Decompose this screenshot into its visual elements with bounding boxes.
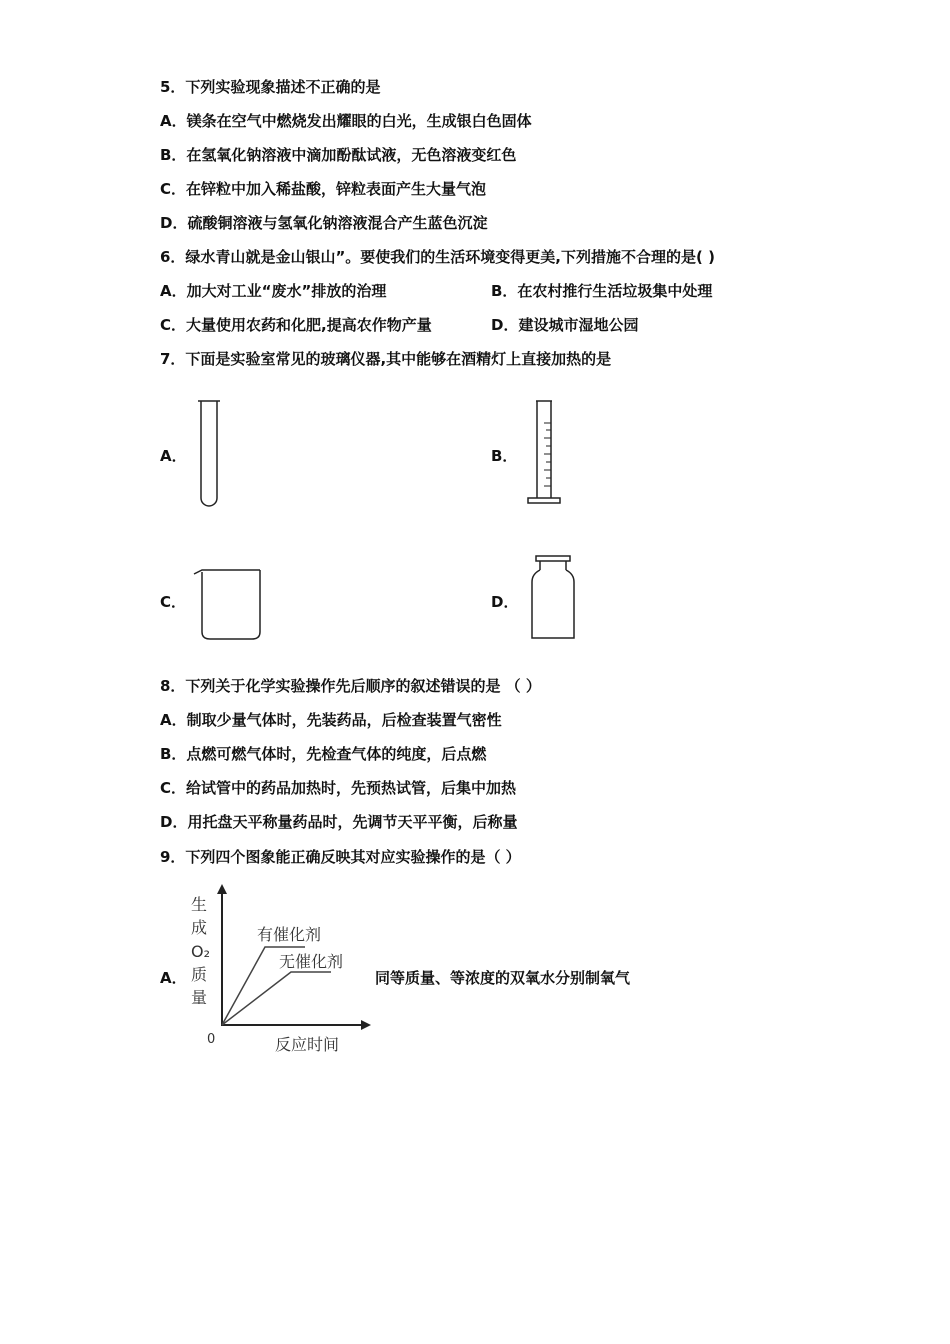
- q8-option-a: A．制取少量气体时，先装药品，后检查装置气密性: [160, 711, 502, 729]
- q5-option-a: A．镁条在空气中燃烧发出耀眼的白光，生成银白色固体: [160, 112, 532, 130]
- q6-option-a: A．加大对工业“废水”排放的治理: [160, 282, 387, 300]
- y-label-5: 量: [191, 988, 208, 1007]
- no-catalyst-label: 无催化剂: [279, 952, 344, 971]
- q8-stem: 8．下列关于化学实验操作先后顺序的叙述错误的是 （ ）: [160, 677, 541, 695]
- origin-label: 0: [207, 1032, 216, 1047]
- q5-option-b: B．在氢氧化钠溶液中滴加酚酞试液，无色溶液变红色: [160, 146, 517, 164]
- q6-option-b: B．在农村推行生活垃圾集中处理: [491, 282, 713, 300]
- q7-option-c: C．: [160, 593, 187, 611]
- q5-option-d: D．硫酸铜溶液与氢氧化钠溶液混合产生蓝色沉淀: [160, 214, 488, 232]
- q8-option-d: D．用托盘天平称量药品时，先调节天平平衡，后称量: [160, 813, 518, 831]
- catalyst-label: 有催化剂: [257, 925, 322, 944]
- q9-option-a-desc: 同等质量、等浓度的双氧水分别制氧气: [375, 969, 631, 987]
- q9-stem: 9．下列四个图象能正确反映其对应实验操作的是（ ）: [160, 848, 521, 866]
- reagent-bottle-icon: [526, 552, 580, 644]
- graduated-cylinder-icon: [524, 398, 564, 508]
- q5-option-c: C．在锌粒中加入稀盐酸，锌粒表面产生大量气泡: [160, 180, 487, 198]
- q8-option-c: C．给试管中的药品加热时，先预热试管，后集中加热: [160, 779, 517, 797]
- test-tube-icon: [195, 398, 223, 510]
- q6-option-d: D．建设城市湿地公园: [491, 316, 639, 334]
- y-label-3: O₂: [191, 942, 211, 961]
- q9-option-a-label: A．: [160, 969, 187, 987]
- y-label-1: 生: [191, 895, 208, 914]
- q7-option-a: A．: [160, 447, 187, 465]
- q6-stem: 6．绿水青山就是金山银山”。要使我们的生活环境变得更美,下列措施不合理的是( ): [160, 248, 715, 266]
- beaker-icon: [190, 566, 266, 644]
- x-label: 反应时间: [275, 1035, 340, 1054]
- q6-option-c: C．大量使用农药和化肥,提高农作物产量: [160, 316, 432, 334]
- q5-stem: 5．下列实验现象描述不正确的是: [160, 78, 381, 96]
- q7-stem: 7．下面是实验室常见的玻璃仪器,其中能够在酒精灯上直接加热的是: [160, 350, 612, 368]
- q9-graph-a: [185, 880, 375, 1060]
- y-label-2: 成: [191, 918, 208, 937]
- q7-option-b: B．: [491, 447, 518, 465]
- no-catalyst-line: [222, 972, 331, 1025]
- y-label-4: 质: [191, 965, 208, 984]
- q7-option-d: D．: [491, 593, 519, 611]
- q8-option-b: B．点燃可燃气体时，先检查气体的纯度，后点燃: [160, 745, 487, 763]
